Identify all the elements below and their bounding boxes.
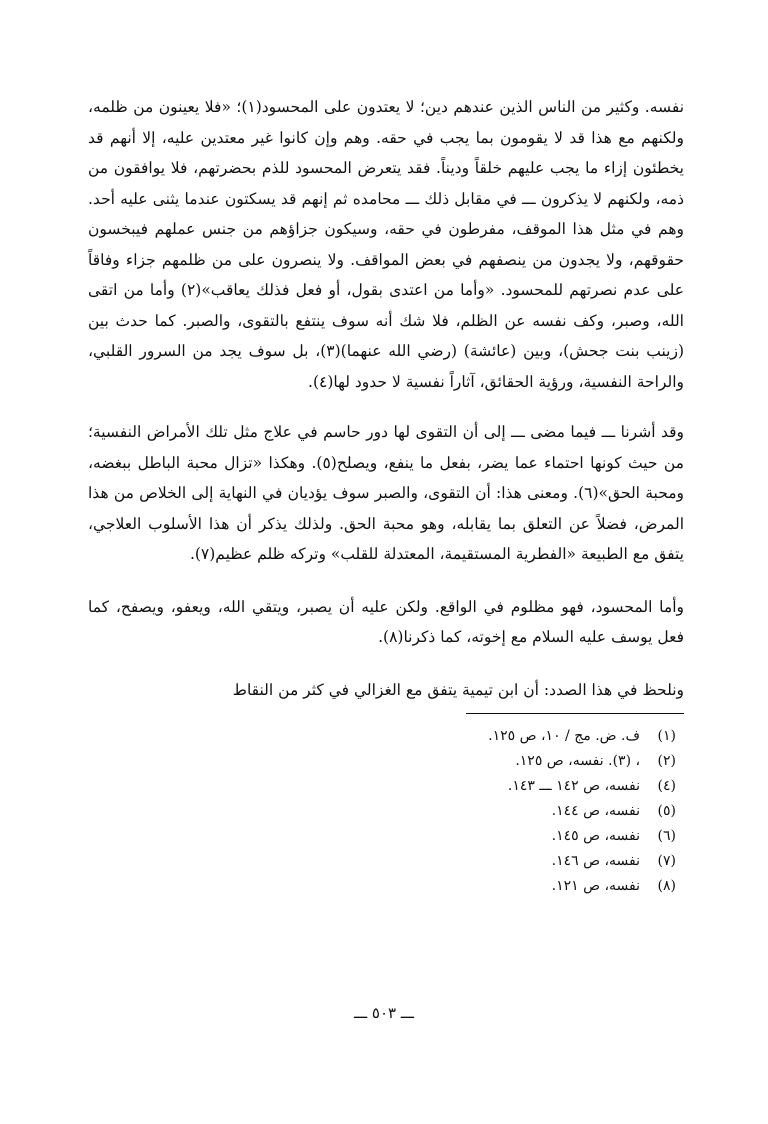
footnote-item	[88, 749, 676, 774]
footnote-text: ف. ض. مج / ١٠، ص ١٢٥.	[488, 728, 640, 744]
footnote-item	[88, 849, 676, 874]
footnote-number: (١)	[657, 728, 676, 744]
footnote-number: (٨)	[657, 878, 676, 894]
page-number: ـــ ٥٠٣ ـــ	[353, 1004, 415, 1022]
footnote-text: نفسه، ص ١٤٢ ـــ ١٤٣.	[507, 778, 640, 794]
body-paragraph: وأما المحسود، فهو مظلوم في الواقع. ولكن عليه أن يصبر، ويتقي الله، ويعفو، ويصفح، كما فعل يوسف عليه السلام مع إخوته، كما ذكرنا(٨).	[88, 597, 684, 646]
footnote-number: (٤)	[657, 778, 676, 794]
footnote-text: نفسه، ص ١٢١.	[551, 878, 640, 894]
body-paragraph: ونلحظ في هذا الصدد: أن ابن تيمية يتفق مع الغزالي في كثر من النقاط	[232, 680, 684, 699]
footnote-item	[88, 874, 676, 899]
footnote-text: نفسه، ص ١٤٦.	[551, 853, 640, 869]
footnote-number: (٧)	[657, 853, 676, 869]
body-paragraph: نفسه. وكثير من الناس الذين عندهم دين؛ لا يعتدون على المحسود(١)؛ «فلا يعينون من ظلمه، ولكنهم مع هذا قد لا يقومون بما يجب في حقه. وهم وإن كانوا غير معتدين عليه، إلا أنهم قد يخطئون إزاء ما يجب عليهم خلقاً وديناً. فقد يتعرض المحسود للذم بحضرتهم، فلا يوافقون من ذمه، ولكنهم لا يذكرون ـــ في مقابل ذلك ـــ محامده ثم إنهم قد يسكتون عندما يثنى عليه أحد. وهم في مثل هذا الموقف، مفرطون في حقه، وسيكون جزاؤهم من جنس عملهم فيبخسون حقوقهم، ولا يجدون من ينصفهم في بعض المواقف. ولا ينصرون على من ظلمهم جزاء وفاقاً على عدم نصرتهم للمحسود. «وأما من اعتدى بقول، أو فعل فذلك يعاقب»(٢) وأما من اتقى الله، وصبر، وكف نفسه عن الظلم، فلا شك أنه سوف ينتفع بالتقوى، والصبر. كما حدث بين (زينب بنت جحش)، وبين (عائشة) (رضي الله عنهما)(٣)، بل سوف يجد من السرور القلبي، والراحة النفسية، ورؤية الحقائق، آثاراً نفسية لا حدود لها(٤).	[88, 98, 685, 391]
footnote-number: (٢)	[657, 753, 676, 769]
body-paragraph: وقد أشرنا ـــ فيما مضى ـــ إلى أن التقوى لها دور حاسم في علاج مثل تلك الأمراض النفسية؛ من حيث كونها احتماء عما يضر، بفعل ما ينفع، ويصلح(٥). وهكذا «تزال محبة الباطل ببغضه، ومحبة الحق»(٦). ومعنى هذا: أن التقوى، والصبر سوف يؤديان في النهاية إلى الخلاص من هذا المرض، فضلاً عن التعلق بما يقابله، وهو محبة الحق. ولذلك يذكر أن هذا الأسلوب العلاجي، يتفق مع الطبيعة «الفطرية المستقيمة، المعتدلة للقلب» وتركه ظلم عظيم(٧).	[88, 423, 684, 563]
footnote-text: ، (٣). نفسه، ص ١٢٥.	[515, 753, 640, 769]
footnote-text: نفسه، ص ١٤٥.	[551, 828, 640, 844]
footnote-number: (٦)	[657, 828, 676, 844]
footnote-item	[88, 799, 676, 824]
footnote-item	[88, 824, 676, 849]
footnotes-list	[88, 724, 684, 899]
footnote-item	[88, 774, 676, 799]
footnote-divider	[466, 713, 684, 714]
footnote-item	[88, 724, 676, 749]
footnote-text: نفسه، ص ١٤٤.	[551, 803, 640, 819]
footnote-number: (٥)	[657, 803, 676, 819]
